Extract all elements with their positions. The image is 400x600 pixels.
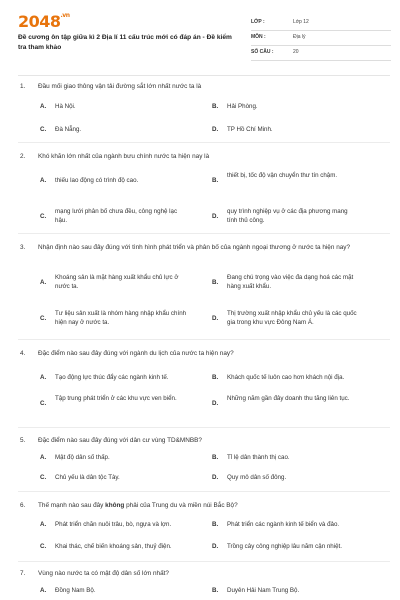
question-6	[20, 501, 380, 550]
option-a[interactable]: A. Khoáng sản là mặt hàng xuất khẩu chủ lực ở nước ta.	[40, 274, 179, 291]
option-d[interactable]: D. Trồng cây công nghiệp lâu năm cận nhiệt.	[212, 543, 343, 550]
site-logo[interactable]: $2048^{.vn}$	[18, 12, 70, 31]
option-d[interactable]: D. TP Hồ Chí Minh.	[212, 126, 273, 133]
question-stem: 2. Khó khăn lớn nhất của ngành bưu chính nước ta hiện nay là	[20, 153, 210, 160]
option-a[interactable]: A. Mật độ dân số thấp.	[40, 454, 110, 461]
option-d[interactable]: D. Quy mô dân số đông.	[212, 474, 287, 481]
option-a[interactable]: A. Tạo động lực thúc đẩy các ngành kinh tế.	[40, 374, 169, 381]
option-c[interactable]: C. Đà Nẵng.	[40, 126, 82, 133]
question-stem: 4. Đặc điểm nào sau đây đúng với ngành du lịch của nước ta hiện nay?	[20, 350, 234, 357]
meta-key: LỚP :	[251, 19, 265, 25]
question-stem: 5. Đặc điểm nào sau đây đúng với dân cư vùng TD&MNBB?	[20, 437, 202, 444]
option-a[interactable]: A. Đồng Nam Bộ.	[40, 587, 96, 594]
divider	[18, 339, 390, 340]
option-c[interactable]: C. Chủ yếu là dân tộc Tày.	[40, 474, 120, 481]
meta-row-class	[251, 16, 391, 31]
meta-key: MÔN :	[251, 34, 266, 40]
option-c[interactable]: C. Tập trung phát triển ở các khu vực ven biển.	[40, 395, 177, 407]
question-3	[20, 243, 380, 327]
question-5	[20, 436, 380, 481]
question-stem: 7. Vùng nào nước ta có mật độ dân số lớn nhất?	[20, 570, 169, 577]
question-7	[20, 569, 380, 594]
document-header	[18, 12, 390, 72]
meta-value: Lớp 12	[293, 19, 309, 25]
divider	[18, 491, 390, 492]
question-stem: 6. Thế mạnh nào sau đây không phải của Trung du và miền núi Bắc Bộ?	[20, 502, 238, 509]
option-b[interactable]: B. Phát triển các ngành kinh tế biển và đảo.	[212, 521, 340, 528]
question-stem: 3. Nhận định nào sau đây đúng với tình hình phát triển và phân bố của ngành ngoại thương ở nước ta hiện nay?	[20, 244, 351, 251]
option-a[interactable]: A. thiếu lao động có trình độ cao.	[40, 177, 139, 184]
question-1	[20, 82, 380, 133]
question-4	[20, 349, 380, 407]
option-d[interactable]: D. quy trình nghiệp vụ ở các địa phương mang tính thủ công.	[212, 208, 348, 225]
meta-table	[251, 16, 391, 61]
divider	[18, 233, 390, 234]
option-b[interactable]: B. Duyên Hải Nam Trung Bộ.	[212, 587, 300, 594]
option-d[interactable]: D. Những năm gần đây doanh thu tăng liên tục.	[212, 395, 350, 407]
divider	[18, 427, 390, 428]
divider	[18, 142, 390, 143]
meta-key: SỐ CÂU :	[251, 49, 274, 55]
meta-row-subject	[251, 31, 391, 46]
option-c[interactable]: C. mạng lưới phân bố chưa đều, công nghệ lạc hậu.	[40, 208, 178, 225]
question-stem: 1. Đầu mối giao thông vận tải đường sắt lớn nhất nước ta là	[20, 83, 202, 90]
option-b[interactable]: B. Đang chú trọng vào việc đa dạng hoá các mặt hàng xuất khẩu.	[212, 274, 354, 291]
meta-value: 20	[293, 49, 299, 55]
document-title: Đề cương ôn tập giữa kì 2 Địa lí 11 cấu trúc mới có đáp án - Đề kiểm tra tham khảo	[18, 34, 232, 51]
option-b[interactable]: B. thiết bị, tốc độ vận chuyển thư tín chậm.	[212, 172, 338, 184]
emphasis-not: không	[105, 502, 125, 509]
option-a[interactable]: A. Phát triển chăn nuôi trâu, bò, ngựa và lợn.	[40, 521, 172, 528]
meta-value: Địa lý	[293, 34, 306, 40]
header-divider	[18, 75, 390, 76]
option-c[interactable]: C. Khai thác, chế biến khoáng sản, thuỷ điện.	[40, 543, 172, 550]
option-b[interactable]: B. Hải Phòng.	[212, 103, 258, 110]
option-a[interactable]: A. Hà Nội.	[40, 103, 76, 110]
option-c[interactable]: C. Tư liệu sản xuất là nhóm hàng nhập khẩu chính hiện nay ở nước ta.	[40, 310, 187, 327]
option-b[interactable]: B. Tỉ lệ dân thành thị cao.	[212, 454, 290, 461]
meta-row-count	[251, 46, 391, 61]
question-2	[20, 152, 380, 225]
option-b[interactable]: B. Khách quốc tế luôn cao hơn khách nội địa.	[212, 374, 345, 381]
option-d[interactable]: D. Thị trường xuất nhập khẩu chủ yếu là các quốc gia trong khu vực Đông Nam Á.	[212, 310, 357, 327]
divider	[18, 561, 390, 562]
